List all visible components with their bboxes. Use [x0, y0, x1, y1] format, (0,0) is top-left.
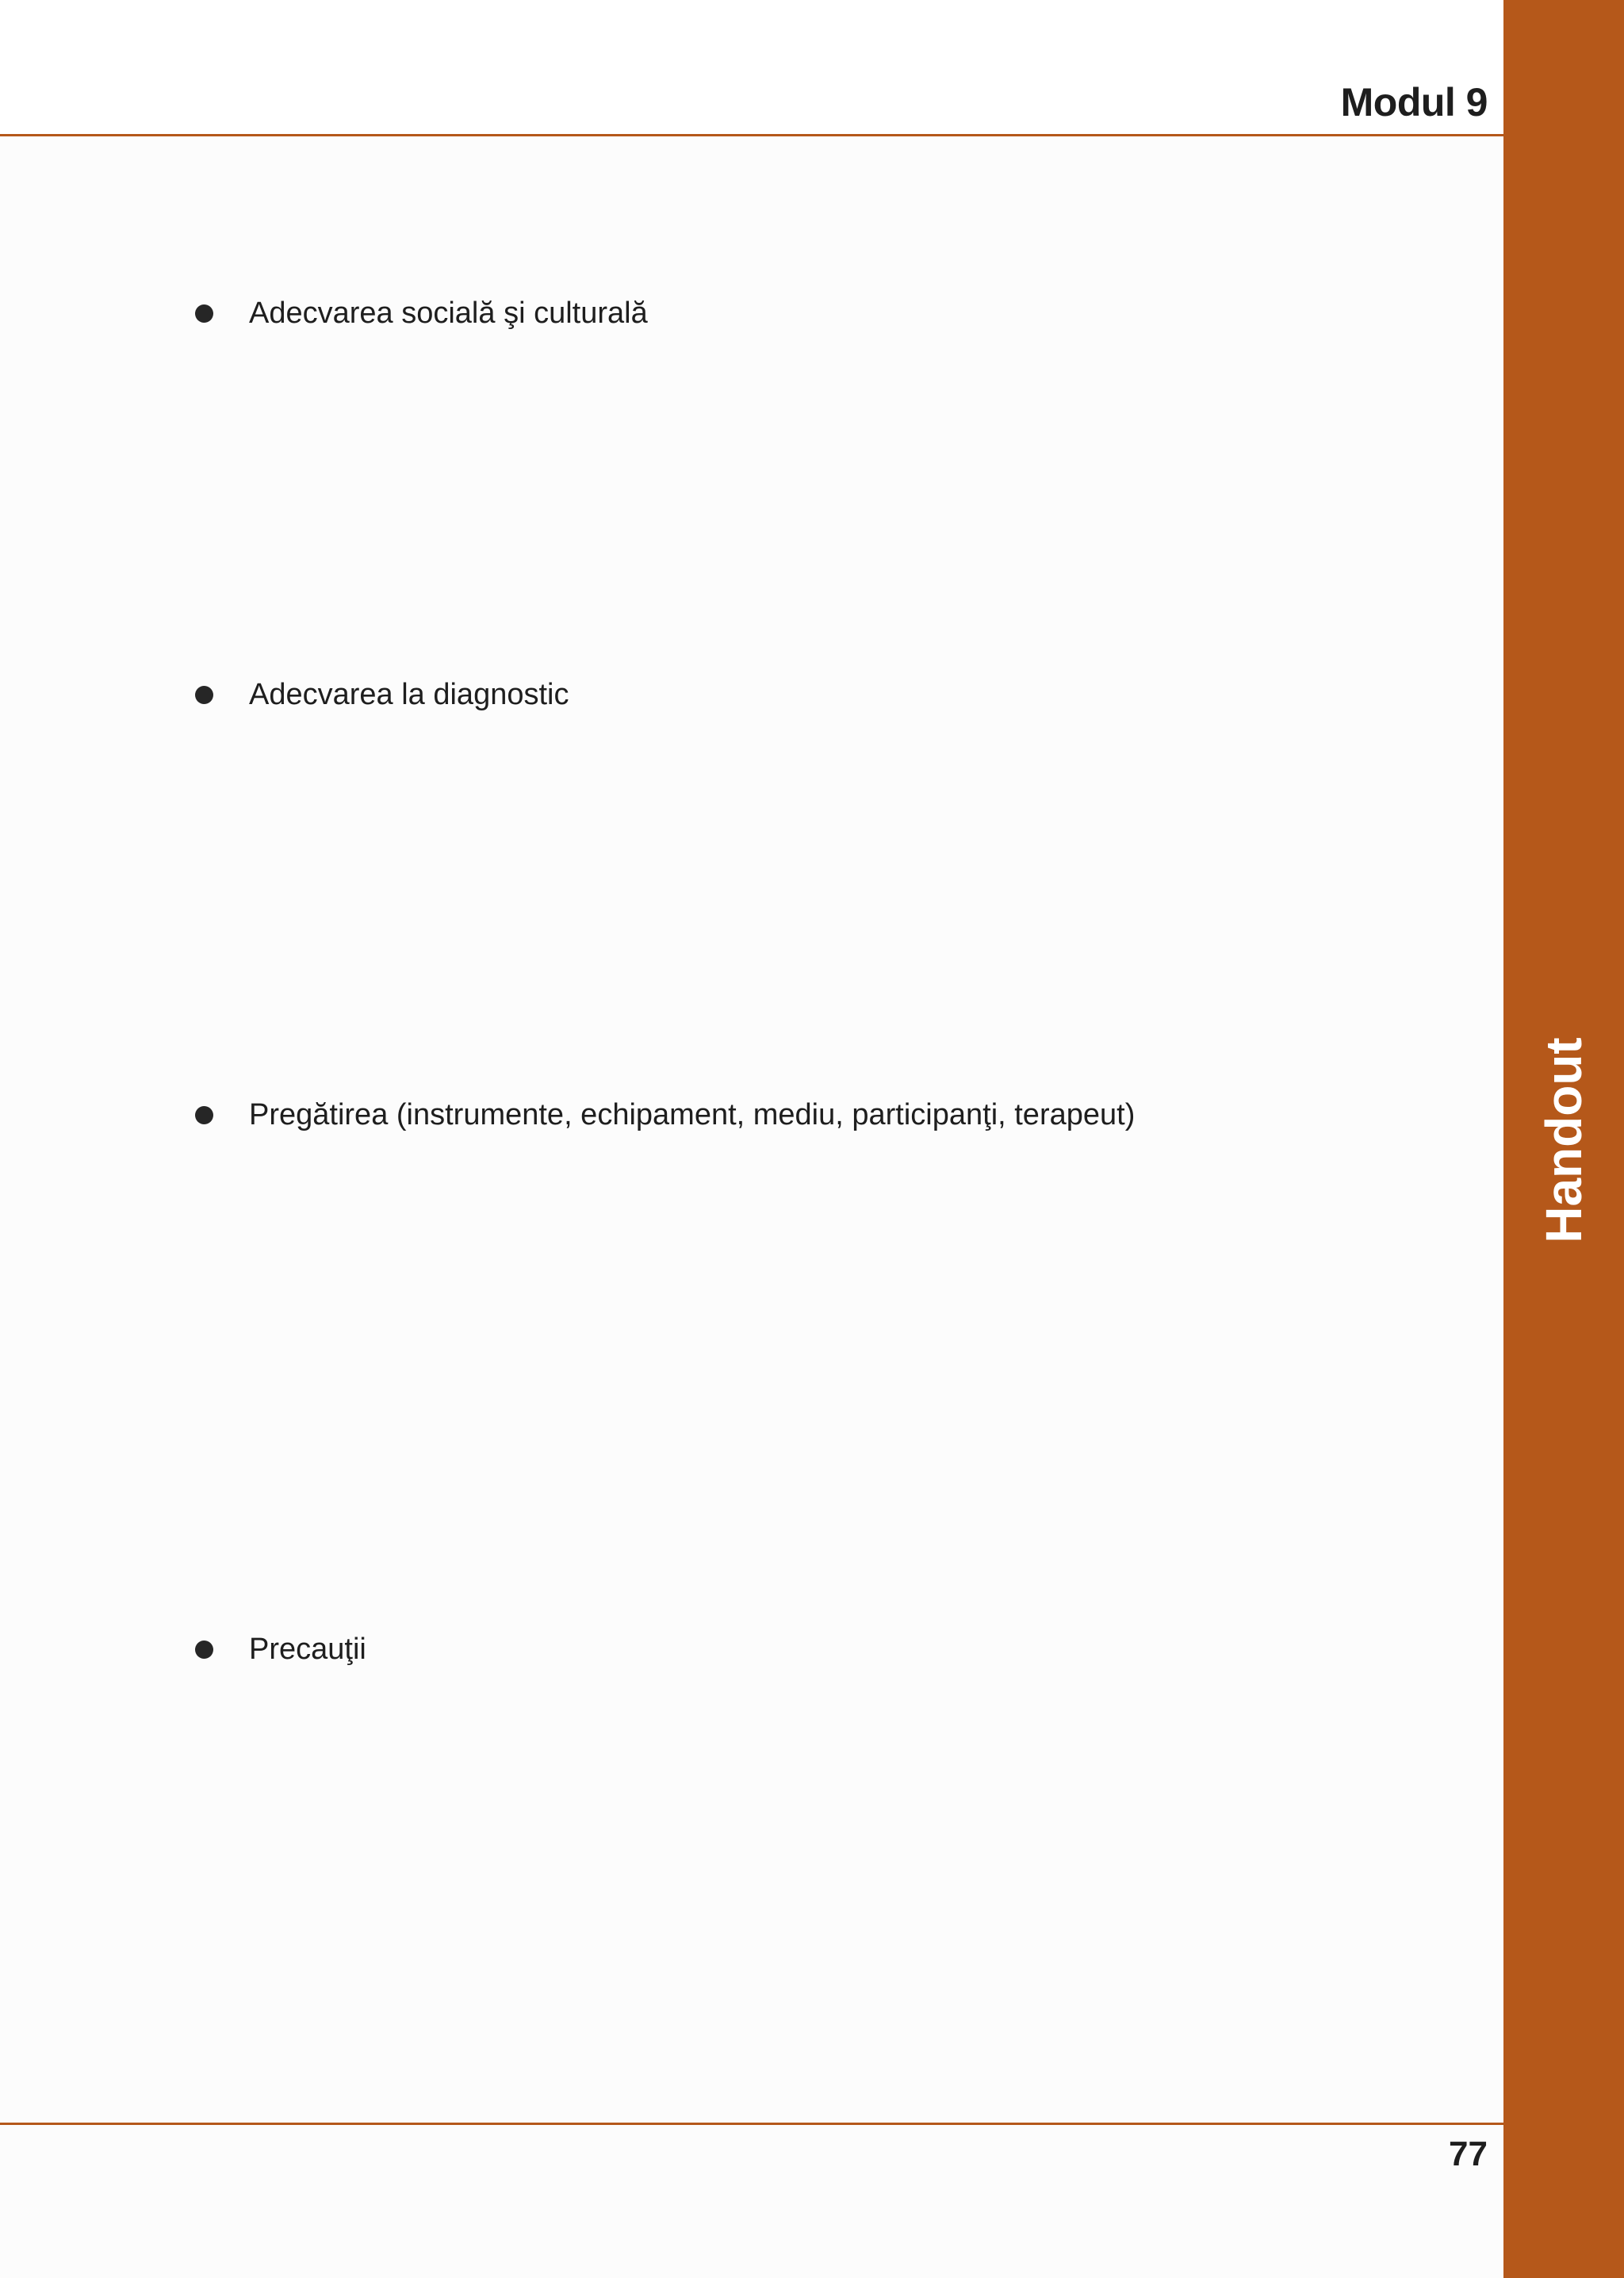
module-title: Modul 9	[1340, 80, 1488, 124]
bullet-dot-icon	[195, 686, 213, 704]
bullet-item-precautions	[195, 1632, 366, 1668]
page-header	[0, 0, 1503, 136]
footer-divider	[0, 2123, 1503, 2125]
side-tab-label: Handout	[1535, 1037, 1592, 1243]
bullet-dot-icon	[195, 304, 213, 323]
bullet-dot-icon	[195, 1106, 213, 1124]
bullet-item-social-cultural	[195, 296, 648, 332]
bullet-item-preparation	[195, 1097, 1135, 1134]
bullet-text: Adecvarea socială şi culturală	[249, 297, 648, 330]
page-number: 77	[1449, 2134, 1488, 2173]
bullet-item-diagnostic	[195, 677, 569, 714]
bullet-text: Adecvarea la diagnostic	[249, 678, 569, 711]
bullet-dot-icon	[195, 1641, 213, 1659]
side-tab	[1503, 0, 1624, 2278]
bullet-text: Pregătirea (instrumente, echipament, mediu, participanţi, terapeut)	[249, 1098, 1136, 1131]
bullet-text: Precauţii	[249, 1633, 366, 1666]
